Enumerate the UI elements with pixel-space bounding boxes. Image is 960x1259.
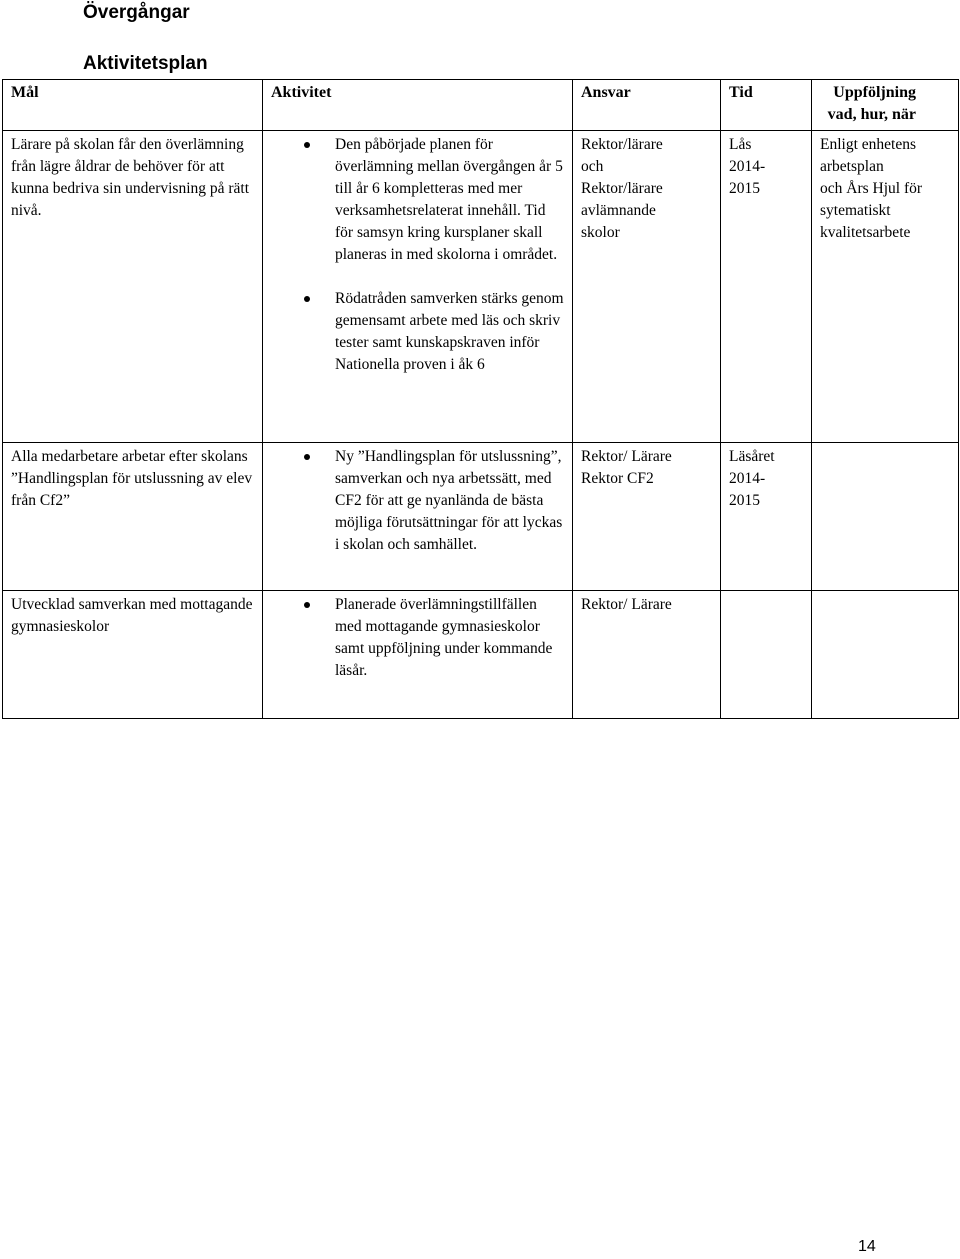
tid-line: 2015 bbox=[729, 492, 760, 509]
header-tid: Tid bbox=[721, 80, 812, 131]
header-ansvar: Ansvar bbox=[573, 80, 721, 131]
header-uppfoljning-line1: Uppföljning bbox=[833, 84, 916, 101]
cell-tid bbox=[721, 131, 812, 443]
uppfoljning-line: sytematiskt bbox=[820, 202, 891, 219]
tid-line: Läsåret bbox=[729, 448, 775, 465]
cell-uppfoljning bbox=[812, 131, 959, 443]
cell-mal: Utvecklad samverkan med mottagande gymnasieskolor bbox=[3, 591, 263, 719]
uppfoljning-line: och Års Hjul för bbox=[820, 180, 923, 197]
table-row bbox=[3, 131, 959, 443]
ansvar-line: Rektor/ Lärare bbox=[581, 448, 672, 465]
header-aktivitet: Aktivitet bbox=[263, 80, 573, 131]
table-header-row bbox=[3, 80, 959, 131]
page-subheading: Aktivitetsplan bbox=[83, 53, 208, 74]
tid-line: 2014- bbox=[729, 470, 766, 487]
activity-bullet: Rödatråden samverken stärks genom gemensamt arbete med läs och skriv tester samt kunskapskraven inför Nationella proven i åk 6 bbox=[271, 288, 564, 376]
cell-mal: Alla medarbetare arbetar efter skolans ”Handlingsplan för utslussning av elev från Cf2” bbox=[3, 443, 263, 591]
header-uppfoljning-line2: vad, hur, när bbox=[827, 106, 916, 123]
table-row bbox=[3, 443, 959, 591]
cell-tid bbox=[721, 591, 812, 719]
activity-bullet: Planerade överlämningstillfällen med mottagande gymnasieskolor samt uppföljning under kommande läsår. bbox=[271, 594, 564, 682]
cell-tid bbox=[721, 443, 812, 591]
activity-bullet: Den påbörjade planen för överlämning mellan övergången år 5 till år 6 kompletteras med mer verksamhetsrelaterat innehåll. Tid för samsyn kring kursplaner skall planeras in med skolorna i området. bbox=[271, 134, 564, 266]
cell-ansvar bbox=[573, 131, 721, 443]
activity-plan-table bbox=[2, 79, 959, 719]
table-row bbox=[3, 591, 959, 719]
tid-line: 2014- bbox=[729, 158, 766, 175]
ansvar-line: Rektor/lärare bbox=[581, 180, 663, 197]
tid-line: 2015 bbox=[729, 180, 760, 197]
uppfoljning-line: arbetsplan bbox=[820, 158, 884, 175]
cell-mal: Lärare på skolan får den överlämning från lägre åldrar de behöver för att kunna bedriva sin undervisning på rätt nivå. bbox=[3, 131, 263, 443]
page-number: 14 bbox=[858, 1238, 876, 1255]
cell-aktivitet bbox=[263, 591, 573, 719]
cell-uppfoljning bbox=[812, 591, 959, 719]
page-heading: Övergångar bbox=[83, 2, 190, 23]
cell-ansvar bbox=[573, 591, 721, 719]
ansvar-line: och bbox=[581, 158, 604, 175]
cell-ansvar bbox=[573, 443, 721, 591]
cell-uppfoljning bbox=[812, 443, 959, 591]
ansvar-line: skolor bbox=[581, 224, 620, 241]
header-mal: Mål bbox=[3, 80, 263, 131]
cell-aktivitet bbox=[263, 443, 573, 591]
uppfoljning-line: kvalitetsarbete bbox=[820, 224, 911, 241]
tid-line: Lås bbox=[729, 136, 752, 153]
uppfoljning-line: Enligt enhetens bbox=[820, 136, 916, 153]
ansvar-line: avlämnande bbox=[581, 202, 656, 219]
ansvar-line: Rektor/lärare bbox=[581, 136, 663, 153]
ansvar-line: Rektor CF2 bbox=[581, 470, 654, 487]
cell-aktivitet bbox=[263, 131, 573, 443]
ansvar-line: Rektor/ Lärare bbox=[581, 596, 672, 613]
header-uppfoljning bbox=[812, 80, 959, 131]
activity-bullet: Ny ”Handlingsplan för utslussning”, samverkan och nya arbetssätt, med CF2 för att ge nyanlända de bästa möjliga förutsättningar för att lyckas i skolan och samhället. bbox=[271, 446, 564, 556]
